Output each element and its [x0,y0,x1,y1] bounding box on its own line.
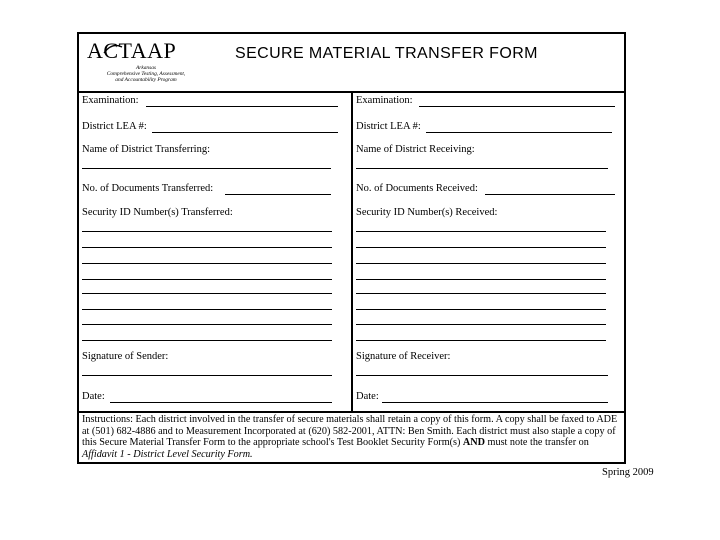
actaap-logo [87,38,227,90]
affidavit-reference: Affidavit 1 - District Level Security Form. [82,448,253,460]
num-docs-field[interactable] [225,194,331,195]
security-id-line-7[interactable] [356,324,606,325]
security-ids-label: Security ID Number(s) Transferred: [82,207,233,218]
security-id-line-4[interactable] [356,279,606,280]
district-name-field[interactable] [82,168,331,169]
num-docs-field[interactable] [485,194,615,195]
district-lea-label: District LEA #: [82,121,147,132]
security-id-line-8[interactable] [356,340,606,341]
examination-label: Examination: [82,95,139,106]
logo-subtitle: Arkansas Comprehensive Testing, Assessment, and Accountability Program [106,65,186,83]
signature-field[interactable] [82,375,332,376]
security-id-line-6[interactable] [82,309,332,310]
district-name-label: Name of District Receiving: [356,144,475,155]
security-id-line-5[interactable] [356,293,606,294]
form-title: SECURE MATERIAL TRANSFER FORM [235,45,538,62]
instructions: Instructions: Each district involved in the transfer of secure materials shall retain a copy of this form. A copy shall be faxed to ADE at (501) 682-4886 and to Measurement Incorporated at (620) 582-2001, ATTN: Ben Smith. Each district must also staple a copy of this Secure Material Transfer Form to the appropriate school's Test Booklet Security Form(s) AND must note the transfer on Affidavit 1 - District Level Security Form. [79,411,624,462]
security-id-line-1[interactable] [82,231,332,232]
security-id-line-2[interactable] [82,247,332,248]
security-id-line-5[interactable] [82,293,332,294]
security-id-line-7[interactable] [82,324,332,325]
signature-label: Signature of Sender: [82,351,169,362]
district-lea-field[interactable] [152,132,338,133]
transfer-form [77,32,626,464]
examination-label: Examination: [356,95,413,106]
security-id-line-4[interactable] [82,279,332,280]
security-id-line-8[interactable] [82,340,332,341]
date-field[interactable] [382,402,608,403]
receiver-column [353,91,624,411]
examination-field[interactable] [146,106,338,107]
date-label: Date: [356,391,379,402]
security-id-line-6[interactable] [356,309,606,310]
district-lea-label: District LEA #: [356,121,421,132]
district-name-label: Name of District Transferring: [82,144,211,155]
instructions-emphasis: AND [462,437,485,449]
security-id-line-1[interactable] [356,231,606,232]
district-name-field[interactable] [356,168,608,169]
examination-field[interactable] [419,106,615,107]
security-id-line-2[interactable] [356,247,606,248]
district-lea-field[interactable] [426,132,612,133]
date-field[interactable] [110,402,332,403]
security-ids-label: Security ID Number(s) Received: [356,207,498,218]
security-id-line-3[interactable] [82,263,332,264]
footer-date: Spring 2009 [602,467,654,478]
signature-field[interactable] [356,375,608,376]
num-docs-label: No. of Documents Transferred: [82,183,214,194]
num-docs-label: No. of Documents Received: [356,183,478,194]
security-id-line-3[interactable] [356,263,606,264]
date-label: Date: [82,391,105,402]
sender-column [79,91,353,411]
logo-swoosh-icon [103,44,123,54]
signature-label: Signature of Receiver: [356,351,451,362]
form-header [79,34,624,93]
logo-name: ACTAAP [87,38,177,63]
